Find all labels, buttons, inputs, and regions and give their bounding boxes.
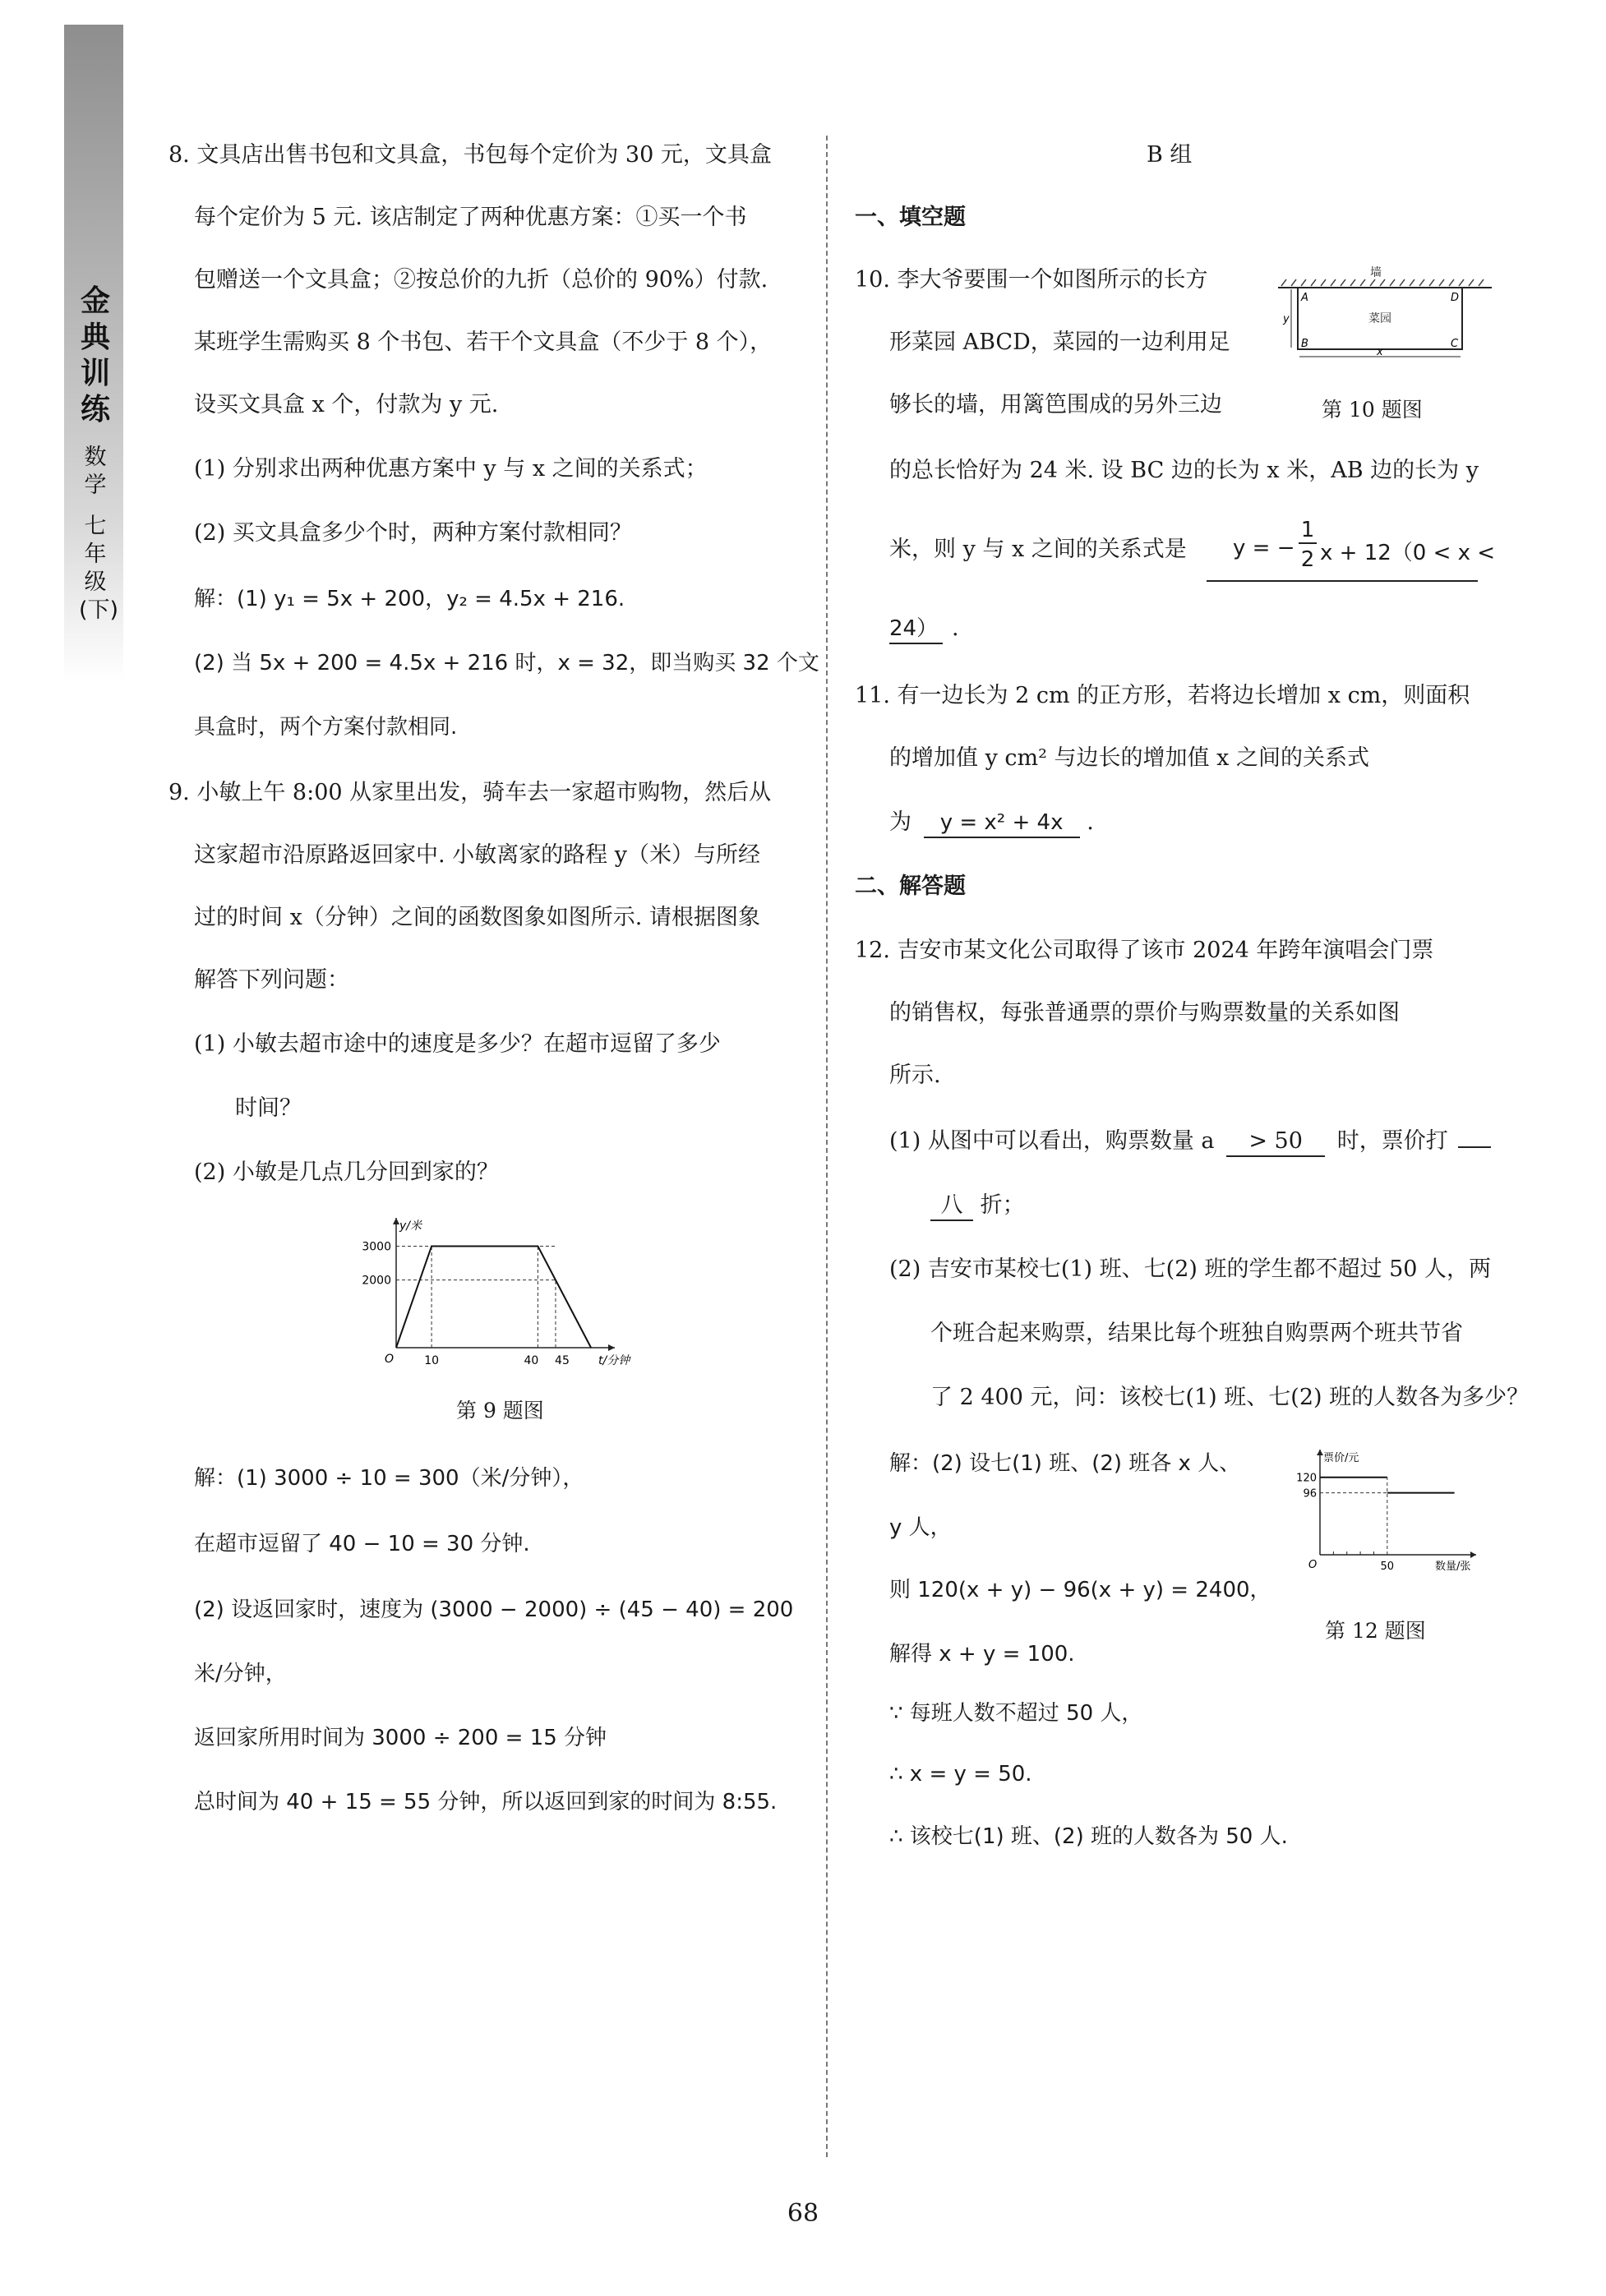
q9-answer-3: (2) 设返回家时，速度为 (3000 − 2000) ÷ (45 − 40) = 200 [194,1598,794,1622]
q10-line-2: 形菜园 ABCD，菜园的一边利用足 [889,330,1230,355]
q12-part-2-a: (2) 吉安市某校七(1) 班、七(2) 班的学生都不超过 50 人，两 [889,1256,1492,1282]
q9-line-1: 9. 小敏上午 8:00 从家里出发，骑车去一家超市购物，然后从 [168,780,772,805]
q9-part-1-cont: 时间？ [235,1095,302,1121]
q12-answer-line-3: 则 120(x + y) − 96(x + y) = 2400， [889,1578,1271,1602]
q8-part-1: (1) 分别求出两种优惠方案中 y 与 x 之间的关系式； [194,456,708,482]
q10-caption: 第 10 题图 [1322,398,1423,422]
q12-answer-1: > 50 [1226,1127,1325,1157]
q12-answer-line-5: ∵ 每班人数不超过 50 人， [889,1701,1143,1726]
group-heading: B 组 [1147,142,1193,168]
x-tick-label: 50 [1380,1561,1395,1573]
q12-answer-line-1: 解：(2) 设七(1) 班、(2) 班各 x 人、 [889,1451,1241,1476]
q10-answer-a: y = − [1233,536,1295,560]
q12-answer-line-4: 解得 x + y = 100. [889,1642,1075,1667]
q10-answer-c: 24） [889,615,943,644]
x-axis-arrow [608,1344,615,1351]
q11-line-3-text: 为 [889,809,911,835]
q9-line-2: 这家超市沿原路返回家中. 小敏离家的路程 y（米）与所经 [194,842,760,868]
q12-part-1 [889,1127,1491,1157]
page-number: 68 [787,2199,819,2228]
q9-part-2: (2) 小敏是几点几分回到家的？ [194,1160,499,1185]
origin-label: O [1308,1559,1318,1571]
q8-answer-2: (2) 当 5x + 200 = 4.5x + 216 时，x = 32，即当购买 32 个文 [194,651,819,675]
subject-grade [79,444,119,625]
q9-answer-6: 总时间为 40 + 15 = 55 分钟，所以返回到家的时间为 8:55. [194,1790,778,1814]
q9-caption: 第 9 题图 [456,1399,544,1422]
y-tick-label: 2000 [362,1274,391,1288]
x-axis-label: 数量/张 [1435,1561,1471,1573]
q12-answer-2: 八 [930,1192,973,1221]
x-axis-arrow [1470,1551,1476,1558]
q12-line-1: 12. 吉安市某文化公司取得了该市 2024 年跨年演唱会门票 [855,938,1434,963]
q12-part-1-text-c: 折； [980,1192,1025,1218]
q8-line-1: 8. 文具店出售书包和文具盒，书包每个定价为 30 元，文具盒 [168,142,772,168]
section-fill-in: 一、填空题 [855,205,966,230]
q9-graph [345,1216,641,1372]
q11-line-1: 11. 有一边长为 2 cm 的正方形，若将边长增加 x cm，则面积 [855,683,1470,708]
q9-line-4: 解答下列问题： [194,967,349,993]
q8-line-5: 设买文具盒 x 个，付款为 y 元. [194,392,499,417]
q9-part-1: (1) 小敏去超市途中的速度是多少？在超市逗留了多少 [194,1031,721,1057]
garden-label: 菜园 [1368,312,1391,325]
q9-answer-5: 返回家所用时间为 3000 ÷ 200 = 15 分钟 [194,1726,607,1750]
y-tick-label: 96 [1303,1487,1317,1501]
q8-line-2: 每个定价为 5 元. 该店制定了两种优惠方案：①买一个书 [194,205,747,230]
x-tick-label: 10 [424,1354,440,1367]
q11-line-2: 的增加值 y cm² 与边长的增加值 x 之间的关系式 [889,745,1369,771]
q12-part-1-cont [930,1192,1025,1221]
grade-label: 七年级(下) [79,514,119,623]
q12-underscore [1458,1146,1491,1148]
section-solve: 二、解答题 [855,874,966,899]
q12-caption: 第 12 题图 [1325,1619,1426,1643]
q8-line-4: 某班学生需购买 8 个书包、若干个文具盒（不少于 8 个）， [194,330,773,355]
column-divider [826,136,828,2157]
q10-end: . [952,615,959,641]
q12-part-1-text-b: 时，票价打 [1336,1128,1448,1154]
q10-frac-den: 2 [1300,547,1315,572]
y-axis-label: y/米 [399,1219,422,1233]
wall-hatching [1281,279,1484,286]
q12-answer-line-6: ∴ x = y = 50. [889,1762,1032,1787]
y-tick-label: 3000 [362,1240,391,1254]
q12-part-2-b: 个班合起来购票，结果比每个班独自购票两个班共节省 [930,1321,1463,1346]
y-tick-label: 120 [1296,1472,1317,1485]
x-tick-label: 40 [524,1354,539,1367]
y-axis-arrow [1317,1450,1323,1455]
q10-answer-b: x + 12（0 < x < [1320,541,1496,565]
q11-answer: y = x² + 4x [924,809,1080,838]
y-axis-arrow [393,1218,399,1224]
distance-line [396,1246,591,1348]
q10-line-5-text: 米，则 y 与 x 之间的关系式是 [889,537,1187,562]
q12-part-1-text-a: (1) 从图中可以看出，购票数量 a [889,1128,1215,1154]
vertex-c: C [1451,338,1459,350]
q8-answer-1: 解：(1) y₁ = 5x + 200，y₂ = 4.5x + 216. [194,587,625,611]
x-tick-label: 45 [555,1354,570,1367]
origin-label: O [385,1353,395,1366]
q8-line-3: 包赠送一个文具盒；②按总价的九折（总价的 90%）付款. [194,267,768,293]
q12-line-2: 的销售权，每张普通票的票价与购票数量的关系如图 [889,1000,1400,1026]
q9-answer-1: 解：(1) 3000 ÷ 10 = 300（米/分钟）， [194,1466,584,1491]
q8-part-2: (2) 买文具盒多少个时，两种方案付款相同？ [194,520,632,546]
q10-answer-blank [1207,516,1496,582]
q12-line-3: 所示. [889,1063,941,1088]
q8-answer-3: 具盒时，两个方案付款相同. [194,715,458,740]
q10-line-5 [889,536,1187,564]
q10-garden-figure [1270,265,1500,363]
q11-line-3 [889,809,1094,838]
vertex-d: D [1451,292,1460,304]
q12-answer-line-2: y 人， [889,1515,952,1540]
subject-label: 数学 [84,445,107,498]
wall-label: 墙 [1370,266,1382,279]
q12-graph [1282,1440,1488,1592]
q10-frac-num: 1 [1299,518,1317,544]
x-dimension-label: x [1377,346,1383,358]
y-dimension-label: y [1283,313,1290,325]
x-axis-label: t/分钟 [598,1354,630,1367]
y-axis-label: 票价/元 [1323,1452,1359,1464]
vertex-a: A [1301,292,1308,304]
q12-answer-line-7: ∴ 该校七(1) 班、(2) 班的人数各为 50 人. [889,1824,1288,1849]
q10-line-1: 10. 李大爷要围一个如图所示的长方 [855,267,1208,293]
q10-line-4: 的总长恰好为 24 米. 设 BC 边的长为 x 米，AB 边的长为 y [889,458,1479,483]
q10-line-3: 够长的墙，用篱笆围成的另外三边 [889,392,1222,417]
q12-part-2-c: 了 2 400 元，问：该校七(1) 班、七(2) 班的人数各为多少？ [930,1385,1530,1410]
q9-answer-4: 米/分钟， [194,1662,287,1686]
q9-answer-2: 在超市逗留了 40 − 10 = 30 分钟. [194,1532,530,1556]
q9-line-3: 过的时间 x（分钟）之间的函数图象如图所示. 请根据图象 [194,905,760,930]
book-title: 金典训练 [80,284,110,426]
q11-end: . [1087,809,1094,835]
vertex-b: B [1301,338,1308,350]
